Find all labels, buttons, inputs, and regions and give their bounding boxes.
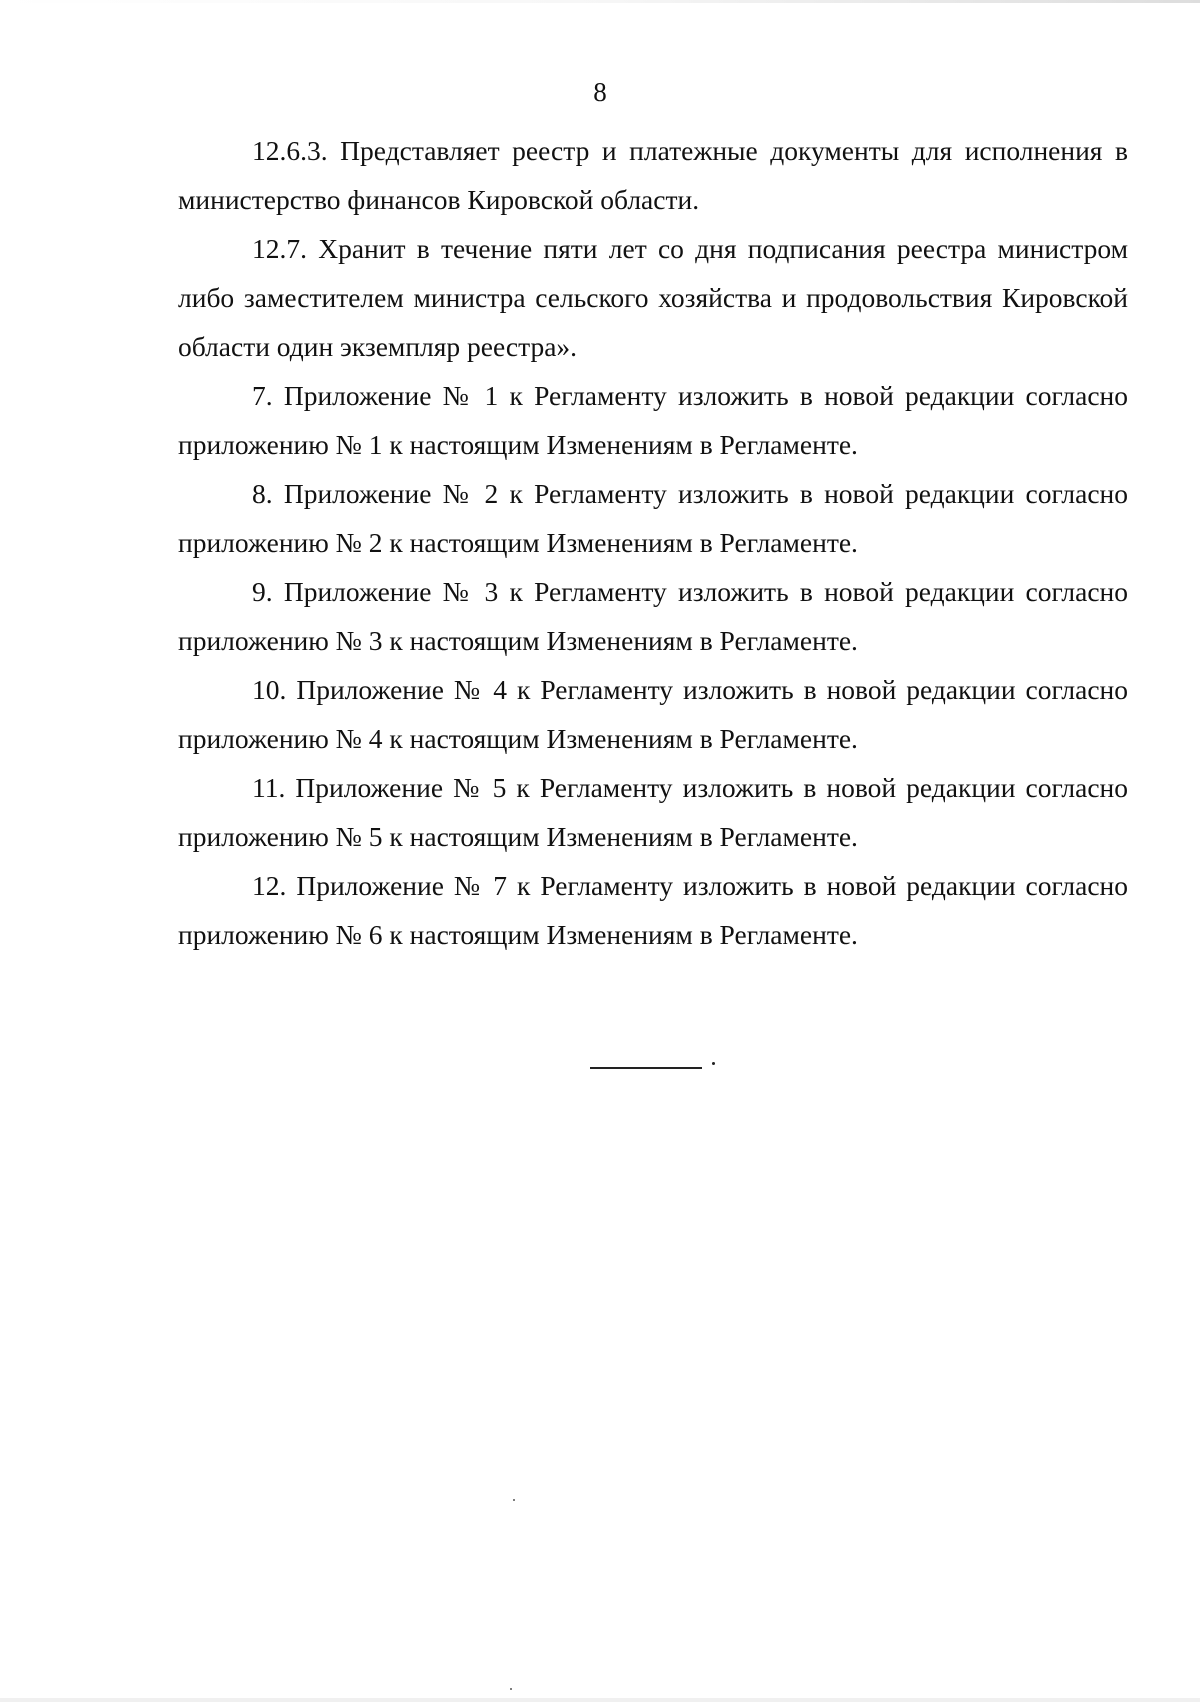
closing-dot xyxy=(712,1062,715,1065)
paragraph-11: 11. Приложение № 5 к Регламенту изложить в новой редакции согласно приложению № 5 к настоящим Изменениям в Регламенте. xyxy=(178,772,1128,852)
closing-divider xyxy=(590,1067,702,1069)
scan-edge-top xyxy=(0,0,1200,3)
paragraph-12-7: 12.7. Хранит в течение пяти лет со дня подписания реестра министром либо заместителем министра сельского хозяйства и продовольствия Кировской области один экземпляр реестра». xyxy=(178,233,1128,362)
scan-edge-bottom xyxy=(0,1698,1200,1702)
paragraph-10: 10. Приложение № 4 к Регламенту изложить в новой редакции согласно приложению № 4 к настоящим Изменениям в Регламенте. xyxy=(178,674,1128,754)
paragraph-9: 9. Приложение № 3 к Регламенту изложить в новой редакции согласно приложению № 3 к настоящим Изменениям в Регламенте. xyxy=(178,576,1128,656)
page-number: 8 xyxy=(593,77,607,107)
paragraph-12: 12. Приложение № 7 к Регламенту изложить в новой редакции согласно приложению № 6 к настоящим Изменениям в Регламенте. xyxy=(178,870,1128,950)
scan-speck xyxy=(513,1499,515,1501)
scan-speck xyxy=(510,1688,512,1690)
document-body xyxy=(178,126,1128,959)
paragraph-12-6-3: 12.6.3. Представляет реестр и платежные документы для исполнения в министерство финансов Кировской области. xyxy=(178,135,1128,215)
paragraph-7: 7. Приложение № 1 к Регламенту изложить в новой редакции согласно приложению № 1 к настоящим Изменениям в Регламенте. xyxy=(178,380,1128,460)
paragraph-8: 8. Приложение № 2 к Регламенту изложить в новой редакции согласно приложению № 2 к настоящим Изменениям в Регламенте. xyxy=(178,478,1128,558)
